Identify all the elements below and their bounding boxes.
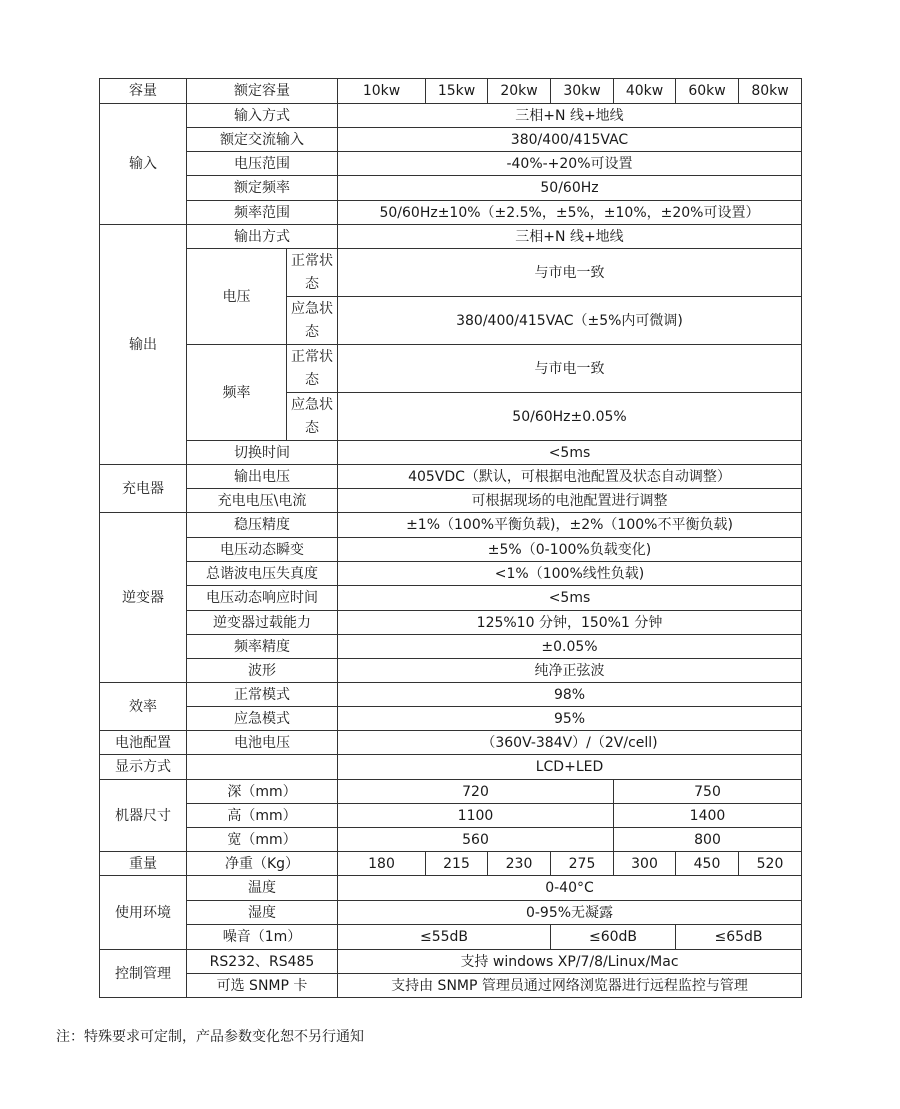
state-label: 应急状态 — [287, 393, 338, 441]
param-label: 可选 SNMP 卡 — [187, 974, 338, 998]
param-label: 深（mm） — [187, 780, 338, 804]
dimension-row — [100, 780, 802, 804]
weight-row — [100, 852, 802, 876]
weight-cell: 230 — [488, 852, 551, 876]
param-label: 稳压精度 — [187, 513, 338, 538]
model-cell: 60kw — [676, 79, 739, 104]
category-input: 输入 — [100, 104, 187, 225]
battery-row — [100, 731, 802, 755]
param-label: 总谐波电压失真度 — [187, 562, 338, 586]
param-label: 充电电压\电流 — [187, 489, 338, 513]
weight-cell: 450 — [676, 852, 739, 876]
dimension-small: 720 — [338, 780, 614, 804]
param-value: -40%-+20%可设置 — [338, 152, 802, 176]
weight-cell: 520 — [739, 852, 802, 876]
param-value: 95% — [338, 707, 802, 731]
dimension-large: 1400 — [614, 804, 802, 828]
inverter-row — [100, 586, 802, 611]
model-cell: 20kw — [488, 79, 551, 104]
charger-row — [100, 465, 802, 489]
param-label: 频率精度 — [187, 635, 338, 659]
dimension-small: 560 — [338, 828, 614, 852]
param-value: （360V-384V）/（2V/cell) — [338, 731, 802, 755]
param-value: ±0.05% — [338, 635, 802, 659]
dimension-large: 800 — [614, 828, 802, 852]
param-value: 0-95%无凝露 — [338, 901, 802, 925]
noise-cell: ≤55dB — [338, 925, 551, 950]
param-value: 三相+N 线+地线 — [338, 225, 802, 249]
param-label: 湿度 — [187, 901, 338, 925]
control-row — [100, 950, 802, 974]
param-value: 380/400/415VAC（±5%内可微调) — [338, 297, 802, 345]
param-value: 125%10 分钟，150%1 分钟 — [338, 611, 802, 635]
inverter-row — [100, 513, 802, 538]
efficiency-row — [100, 683, 802, 707]
state-label: 正常状态 — [287, 249, 338, 297]
charger-row — [100, 489, 802, 513]
category-efficiency: 效率 — [100, 683, 187, 731]
param-label: 频率范围 — [187, 201, 338, 225]
output-row — [100, 225, 802, 249]
environment-row — [100, 876, 802, 901]
param-label: 正常模式 — [187, 683, 338, 707]
param-value: 50/60Hz±0.05% — [338, 393, 802, 441]
dimension-large: 750 — [614, 780, 802, 804]
param-label: 波形 — [187, 659, 338, 683]
model-cell: 80kw — [739, 79, 802, 104]
param-label: 电池电压 — [187, 731, 338, 755]
model-cell: 15kw — [426, 79, 488, 104]
category-battery: 电池配置 — [100, 731, 187, 755]
param-value: <1%（100%线性负载) — [338, 562, 802, 586]
param-label: 电压动态响应时间 — [187, 586, 338, 611]
input-row — [100, 128, 802, 152]
param-value: 可根据现场的电池配置进行调整 — [338, 489, 802, 513]
param-label: 逆变器过载能力 — [187, 611, 338, 635]
spec-table — [99, 78, 802, 998]
model-cell: 10kw — [338, 79, 426, 104]
category-charger: 充电器 — [100, 465, 187, 513]
output-row — [100, 249, 802, 297]
control-row — [100, 974, 802, 998]
param-value: 50/60Hz — [338, 176, 802, 201]
state-label: 应急状态 — [287, 297, 338, 345]
dimension-row — [100, 828, 802, 852]
param-label: 应急模式 — [187, 707, 338, 731]
weight-cell: 275 — [551, 852, 614, 876]
weight-cell: 180 — [338, 852, 426, 876]
param-label: 额定交流输入 — [187, 128, 338, 152]
param-label: 宽（mm） — [187, 828, 338, 852]
environment-row — [100, 925, 802, 950]
category-control: 控制管理 — [100, 950, 187, 998]
capacity-row — [100, 79, 802, 104]
noise-cell: ≤60dB — [551, 925, 676, 950]
param-label: 切换时间 — [187, 441, 338, 465]
param-value: 与市电一致 — [338, 345, 802, 393]
param-value: 纯净正弦波 — [338, 659, 802, 683]
param-label: 输入方式 — [187, 104, 338, 128]
param-value: 405VDC（默认，可根据电池配置及状态自动调整） — [338, 465, 802, 489]
param-label: 电压动态瞬变 — [187, 538, 338, 562]
param-label: 额定频率 — [187, 176, 338, 201]
output-frequency-label: 频率 — [187, 345, 287, 441]
dimension-row — [100, 804, 802, 828]
display-row — [100, 755, 802, 780]
param-value: <5ms — [338, 441, 802, 465]
output-row — [100, 345, 802, 393]
param-value: ±1%（100%平衡负载)，±2%（100%不平衡负载) — [338, 513, 802, 538]
footnote: 注：特殊要求可定制，产品参数变化恕不另行通知 — [56, 1029, 364, 1045]
param-value: 三相+N 线+地线 — [338, 104, 802, 128]
category-inverter: 逆变器 — [100, 513, 187, 683]
weight-cell: 215 — [426, 852, 488, 876]
category-display: 显示方式 — [100, 755, 187, 780]
inverter-row — [100, 611, 802, 635]
input-row — [100, 201, 802, 225]
category-dimensions: 机器尺寸 — [100, 780, 187, 852]
param-label-empty — [187, 755, 338, 780]
param-label: 高（mm） — [187, 804, 338, 828]
noise-cell: ≤65dB — [676, 925, 802, 950]
model-cell: 30kw — [551, 79, 614, 104]
efficiency-row — [100, 707, 802, 731]
param-value: 0-40°C — [338, 876, 802, 901]
param-value: 50/60Hz±10%（±2.5%，±5%，±10%，±20%可设置） — [338, 201, 802, 225]
rated-capacity-label: 额定容量 — [187, 79, 338, 104]
output-voltage-label: 电压 — [187, 249, 287, 345]
category-output: 输出 — [100, 225, 187, 465]
inverter-row — [100, 562, 802, 586]
input-row — [100, 152, 802, 176]
inverter-row — [100, 635, 802, 659]
param-value: 支持 windows XP/7/8/Linux/Mac — [338, 950, 802, 974]
input-row — [100, 104, 802, 128]
param-label: 净重（Kg） — [187, 852, 338, 876]
param-value: 380/400/415VAC — [338, 128, 802, 152]
param-label: 温度 — [187, 876, 338, 901]
param-value: <5ms — [338, 586, 802, 611]
param-value: 98% — [338, 683, 802, 707]
category-weight: 重量 — [100, 852, 187, 876]
weight-cell: 300 — [614, 852, 676, 876]
param-label: 输出方式 — [187, 225, 338, 249]
param-label: 电压范围 — [187, 152, 338, 176]
inverter-row — [100, 538, 802, 562]
category-environment: 使用环境 — [100, 876, 187, 950]
model-cell: 40kw — [614, 79, 676, 104]
output-row — [100, 441, 802, 465]
param-value: LCD+LED — [338, 755, 802, 780]
param-label: 输出电压 — [187, 465, 338, 489]
param-label: 噪音（1m） — [187, 925, 338, 950]
input-row — [100, 176, 802, 201]
param-value: 支持由 SNMP 管理员通过网络浏览器进行远程监控与管理 — [338, 974, 802, 998]
category-capacity: 容量 — [100, 79, 187, 104]
state-label: 正常状态 — [287, 345, 338, 393]
param-value: 与市电一致 — [338, 249, 802, 297]
inverter-row — [100, 659, 802, 683]
param-label: RS232、RS485 — [187, 950, 338, 974]
param-value: ±5%（0-100%负载变化) — [338, 538, 802, 562]
dimension-small: 1100 — [338, 804, 614, 828]
environment-row — [100, 901, 802, 925]
